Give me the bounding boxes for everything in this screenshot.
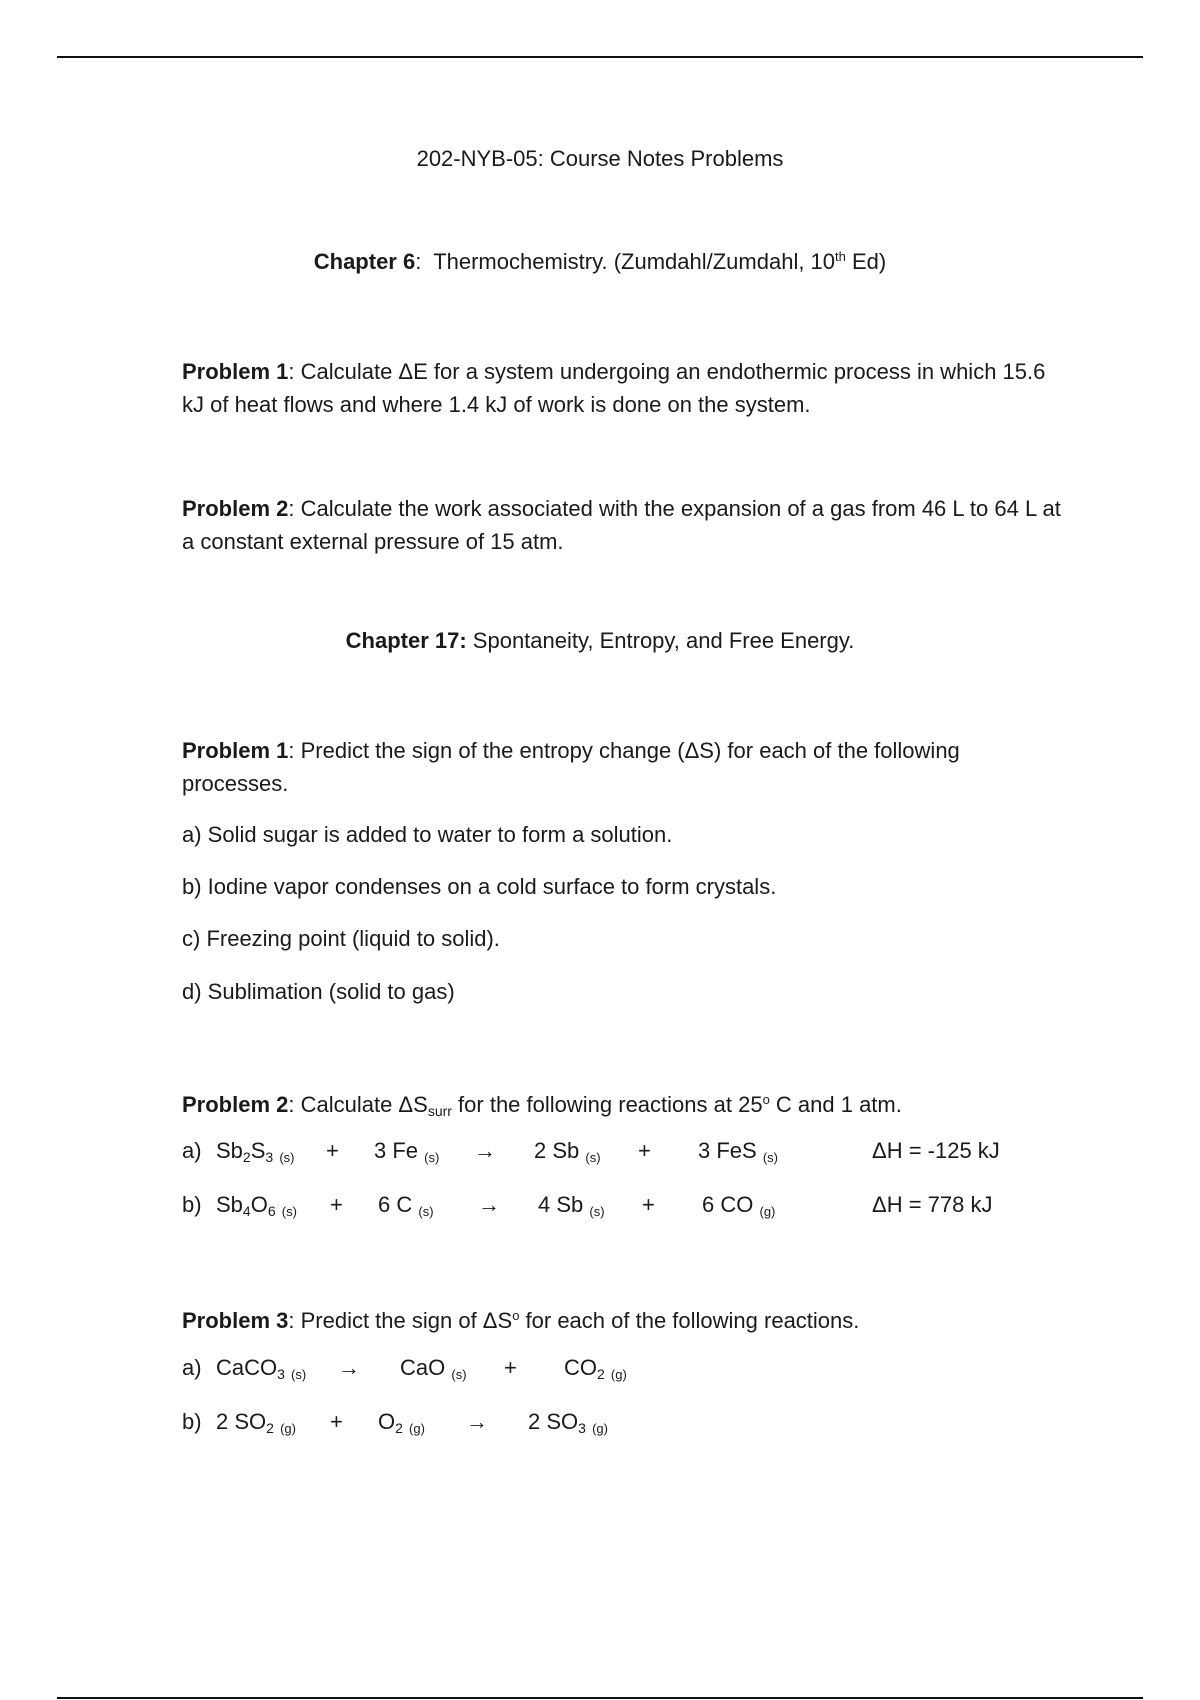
product-2: $CO_2$ $_{(g)}$	[564, 1355, 627, 1382]
plus-sign: +	[330, 1192, 343, 1217]
page-title: 202-NYB-05: Course Notes Problems	[416, 146, 784, 171]
enthalpy-value: ΔH = -125 kJ	[872, 1138, 1000, 1163]
product-1: 2 Sb $_{(s)}$	[534, 1138, 601, 1165]
plus-sign: +	[638, 1138, 651, 1163]
chapter-6-heading: Chapter 6: Thermochemistry. (Zumdahl/Zumdahl, 10th Ed)	[313, 249, 887, 274]
reactant-1: CaCO$_3$ $_{(s)}$	[216, 1355, 307, 1382]
reaction-letter: b)	[182, 1192, 202, 1217]
reactant-1: 2 $SO_2$ $_{(g)}$	[216, 1409, 296, 1436]
ch17-problem-3: Problem 3: Predict the sign of $\Delta S^o$ for each of the following reactions.	[182, 1308, 860, 1333]
reactant-2: 6 C $_{(s)}$	[378, 1192, 434, 1219]
enthalpy-value: ΔH = 778 kJ	[872, 1192, 993, 1217]
reaction-letter: b)	[182, 1409, 202, 1434]
reaction-letter: a)	[182, 1138, 202, 1163]
product-1: CaO $_{(s)}$	[400, 1355, 467, 1382]
product-2: 3 FeS $_{(s)}$	[698, 1138, 778, 1165]
plus-sign: +	[504, 1355, 517, 1380]
reactant-2: $O_2$ $_{(g)}$	[378, 1409, 425, 1436]
product-2: 6 CO $_{(g)}$	[702, 1192, 776, 1219]
bottom-rule	[57, 1697, 1143, 1699]
ch17-problem-1: Problem 1: Predict the sign of the entropy change (ΔS) for each of the following processes.	[182, 738, 960, 796]
ch17-problem-2: Problem 2: Calculate $\Delta S_{surr}$ for the following reactions at 25$^o$ C and 1 atm.	[182, 1092, 902, 1119]
reaction-letter: a)	[182, 1355, 202, 1380]
reaction-arrow: →	[474, 1138, 496, 1163]
product-1: 2 $SO_3$ $_{(g)}$	[528, 1409, 608, 1436]
product-1: 4 Sb $_{(s)}$	[538, 1192, 605, 1219]
reaction-arrow: →	[466, 1409, 488, 1434]
plus-sign: +	[326, 1138, 339, 1163]
ch17-p1-item-d: d) Sublimation (solid to gas)	[182, 979, 455, 1004]
reaction-arrow: →	[338, 1355, 360, 1380]
ch17-p1-item-a: a) Solid sugar is added to water to form a solution.	[182, 822, 673, 847]
ch17-p1-item-b: b) Iodine vapor condenses on a cold surface to form crystals.	[182, 874, 777, 899]
ch6-problem-2: Problem 2: Calculate the work associated with the expansion of a gas from 46 L to 64 L at a constant external pressure of 15 atm.	[182, 496, 1061, 554]
top-rule	[57, 56, 1143, 58]
ch17-p1-item-c: c) Freezing point (liquid to solid).	[182, 926, 500, 951]
reactant-1: $Sb_2S_3$ $_{(s)}$	[216, 1138, 295, 1165]
chapter-17-heading: Chapter 17: Spontaneity, Entropy, and Free Energy.	[345, 628, 855, 653]
reactant-2: 3 Fe $_{(s)}$	[374, 1138, 440, 1165]
reactant-1: $Sb_4O_6$ $_{(s)}$	[216, 1192, 297, 1219]
plus-sign: +	[330, 1409, 343, 1434]
ch6-problem-1: Problem 1: Calculate ΔE for a system undergoing an endothermic process in which 15.6 kJ of heat flows and where 1.4 kJ of work is done on the system.	[182, 359, 1046, 417]
plus-sign: +	[642, 1192, 655, 1217]
reaction-arrow: →	[478, 1192, 500, 1217]
